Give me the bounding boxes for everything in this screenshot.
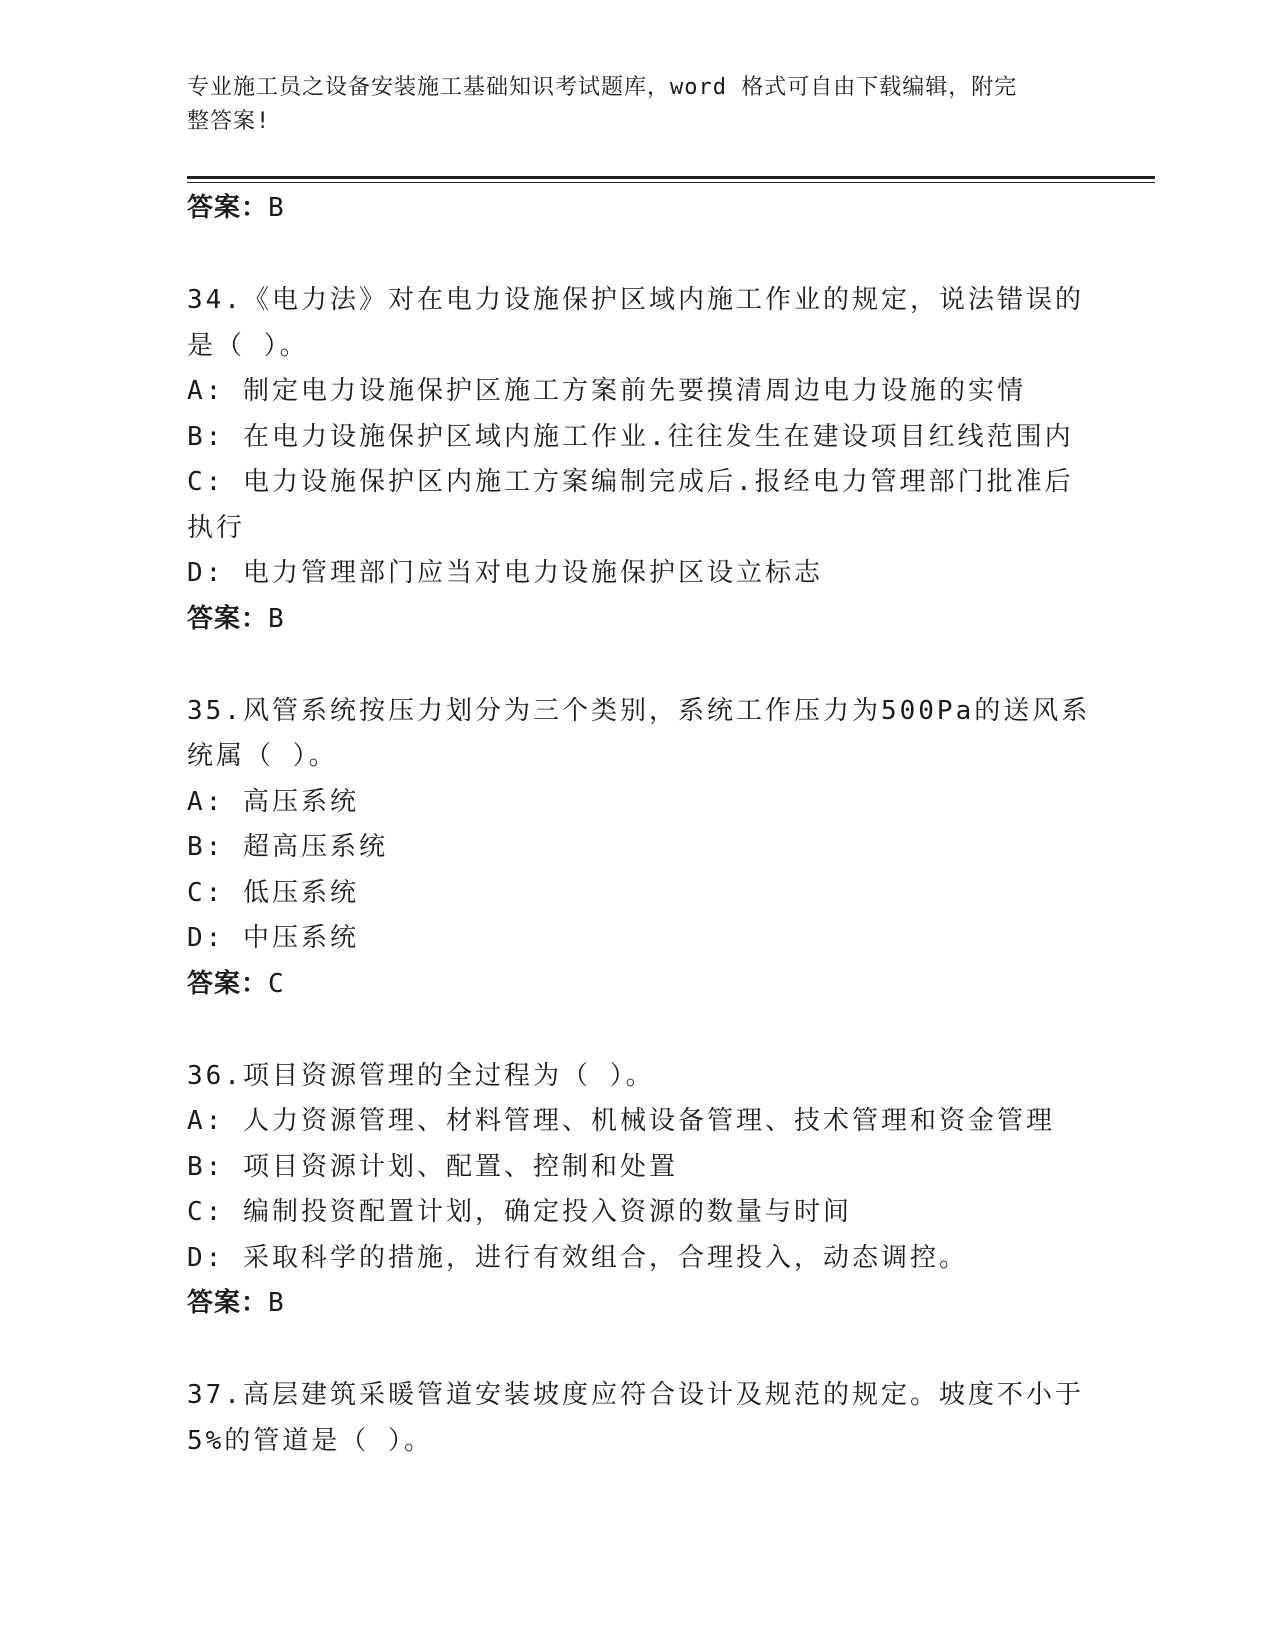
header-line-1: 专业施工员之设备安装施工基础知识考试题库，word 格式可自由下载编辑，附完	[187, 75, 1018, 100]
question-gap	[187, 642, 1067, 689]
option-line: C: 编制投资配置计划，确定投入资源的数量与时间	[187, 1197, 852, 1227]
question-block	[187, 689, 1091, 1054]
header-rule-thin	[187, 182, 1155, 183]
question-stem-line: 36.项目资源管理的全过程为（ ）。	[187, 1060, 655, 1091]
question-stem-line: 统属（ ）。	[187, 741, 338, 771]
question-stem-line: 是（ ）。	[187, 330, 309, 361]
document-header	[187, 71, 1067, 139]
answer-line	[187, 597, 1067, 642]
header-line-2: 整答案!	[187, 109, 271, 134]
question-gap	[187, 231, 1067, 278]
option-line: A: 人力资源管理、材料管理、机械设备管理、技术管理和资金管理	[187, 1106, 1055, 1136]
question-stem-line: 34.《电力法》对在电力设施保护区域内施工作业的规定，说法错误的	[187, 285, 1084, 315]
answer-value: B	[268, 1288, 285, 1318]
answer-line	[187, 1281, 1067, 1326]
option-line: A: 制定电力设施保护区施工方案前先要摸清周边电力设施的实情	[187, 376, 1026, 406]
question-stem-line: 35.风管系统按压力划分为三个类别，系统工作压力为500Pa的送风系	[187, 695, 1091, 726]
option-line: D: 采取科学的措施，进行有效组合，合理投入，动态调控。	[187, 1242, 968, 1273]
answer-label: 答案：	[187, 968, 269, 999]
option-line: D: 电力管理部门应当对电力设施保护区设立标志	[187, 558, 823, 588]
header-rule-thick	[187, 176, 1155, 179]
question-gap	[187, 1007, 1067, 1054]
option-line: D: 中压系统	[187, 923, 359, 953]
answer-label: 答案：	[187, 1288, 269, 1318]
answer-label: 答案：	[187, 603, 269, 634]
answer-value: B	[268, 603, 285, 634]
option-line: A: 高压系统	[187, 786, 359, 817]
question-content	[187, 186, 1091, 1464]
question-gap	[187, 1326, 1067, 1373]
option-line: 执行	[187, 512, 246, 543]
answer-value: B	[268, 193, 285, 223]
question-stem-line: 5%的管道是（ ）。	[187, 1425, 433, 1456]
answer-value: C	[268, 968, 285, 999]
question-block	[187, 278, 1084, 689]
question-block	[187, 1054, 1067, 1374]
question-stem-line: 37.高层建筑采暖管道安装坡度应符合设计及规范的规定。坡度不小于	[187, 1380, 1084, 1410]
option-line: B: 项目资源计划、配置、控制和处置	[187, 1151, 678, 1182]
option-line: C: 电力设施保护区内施工方案编制完成后.报经电力管理部门批准后	[187, 467, 1074, 497]
question-block	[187, 1373, 1084, 1464]
answer-line	[187, 962, 1067, 1007]
answer-label: 答案：	[187, 193, 269, 223]
option-line: B: 在电力设施保护区域内施工作业.往往发生在建设项目红线范围内	[187, 421, 1074, 452]
option-line: B: 超高压系统	[187, 832, 388, 862]
answer-line	[187, 186, 1067, 231]
option-line: C: 低压系统	[187, 877, 359, 908]
